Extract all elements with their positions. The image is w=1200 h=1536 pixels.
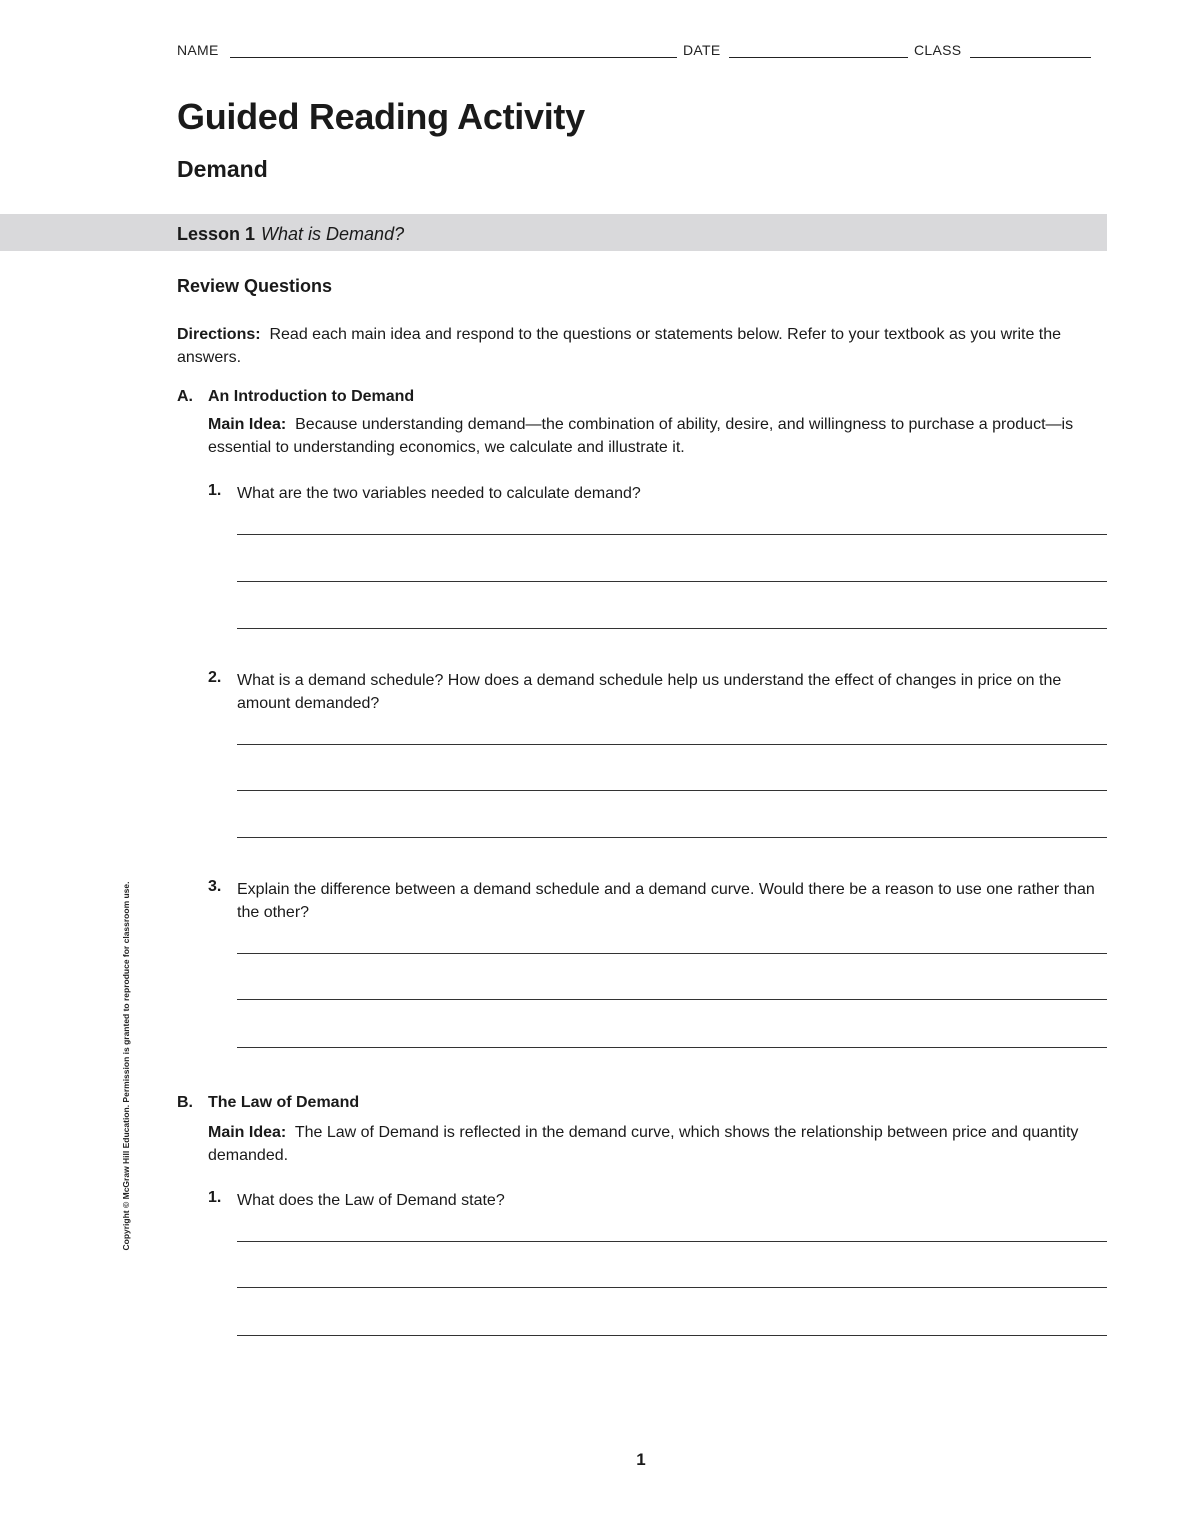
- lesson-band: [0, 214, 1107, 251]
- class-field-line[interactable]: [970, 57, 1091, 58]
- answer-line[interactable]: [237, 953, 1107, 954]
- question-b1-number: 1.: [208, 1189, 222, 1206]
- answer-line[interactable]: [237, 1241, 1107, 1242]
- lesson-name: What is Demand?: [261, 224, 405, 244]
- answer-line[interactable]: [237, 628, 1107, 629]
- name-label: NAME: [177, 42, 219, 58]
- answer-line[interactable]: [237, 581, 1107, 582]
- copyright-text: Copyright © McGraw Hill Education. Permission is granted to reproduce for classroom use.: [121, 881, 131, 1251]
- date-field-line[interactable]: [729, 57, 908, 58]
- answer-line[interactable]: [237, 999, 1107, 1000]
- main-idea-label: Main Idea:: [208, 416, 287, 433]
- page-subtitle: Demand: [177, 156, 268, 182]
- lesson-label: Lesson 1: [177, 224, 256, 244]
- main-idea-text: The Law of Demand is reflected in the demand curve, which shows the relationship between price and quantity demanded.: [208, 1124, 1079, 1164]
- answer-line[interactable]: [237, 837, 1107, 838]
- section-b-title: The Law of Demand: [208, 1094, 360, 1111]
- directions-label: Directions:: [177, 326, 261, 343]
- page-number: 1: [636, 1450, 646, 1469]
- lesson-heading: [177, 224, 404, 245]
- directions-text: Read each main idea and respond to the questions or statements below. Refer to your textbook as you write the answers.: [177, 326, 1062, 366]
- answer-line[interactable]: [237, 1287, 1107, 1288]
- section-a-main-idea: [208, 413, 1098, 459]
- main-idea-label: Main Idea:: [208, 1124, 287, 1141]
- review-questions-heading: Review Questions: [177, 276, 333, 296]
- name-field-line[interactable]: [230, 57, 677, 58]
- answer-line[interactable]: [237, 534, 1107, 535]
- answer-line[interactable]: [237, 744, 1107, 745]
- date-label: DATE: [683, 42, 721, 58]
- section-a-title: An Introduction to Demand: [208, 388, 415, 405]
- section-a-letter: A.: [177, 388, 193, 405]
- class-label: CLASS: [914, 42, 962, 58]
- question-a2-text: What is a demand schedule? How does a demand schedule help us understand the effect of changes in price on the amount demanded?: [237, 672, 1062, 712]
- question-a1-number: 1.: [208, 482, 222, 499]
- section-b-main-idea: [208, 1121, 1098, 1167]
- page-title: Guided Reading Activity: [177, 96, 585, 137]
- question-a3-number: 3.: [208, 878, 222, 895]
- question-a1-text: What are the two variables needed to calculate demand?: [237, 485, 641, 502]
- section-b-letter: B.: [177, 1094, 193, 1111]
- directions: [177, 323, 1097, 369]
- question-b1-text: What does the Law of Demand state?: [237, 1192, 505, 1209]
- main-idea-text: Because understanding demand—the combination of ability, desire, and willingness to purchase a product—is essential to understanding economics, we calculate and illustrate it.: [208, 416, 1074, 456]
- question-a2-number: 2.: [208, 669, 222, 686]
- question-a3-text: Explain the difference between a demand schedule and a demand curve. Would there be a reason to use one rather than the other?: [237, 881, 1095, 921]
- answer-line[interactable]: [237, 790, 1107, 791]
- answer-line[interactable]: [237, 1335, 1107, 1336]
- answer-line[interactable]: [237, 1047, 1107, 1048]
